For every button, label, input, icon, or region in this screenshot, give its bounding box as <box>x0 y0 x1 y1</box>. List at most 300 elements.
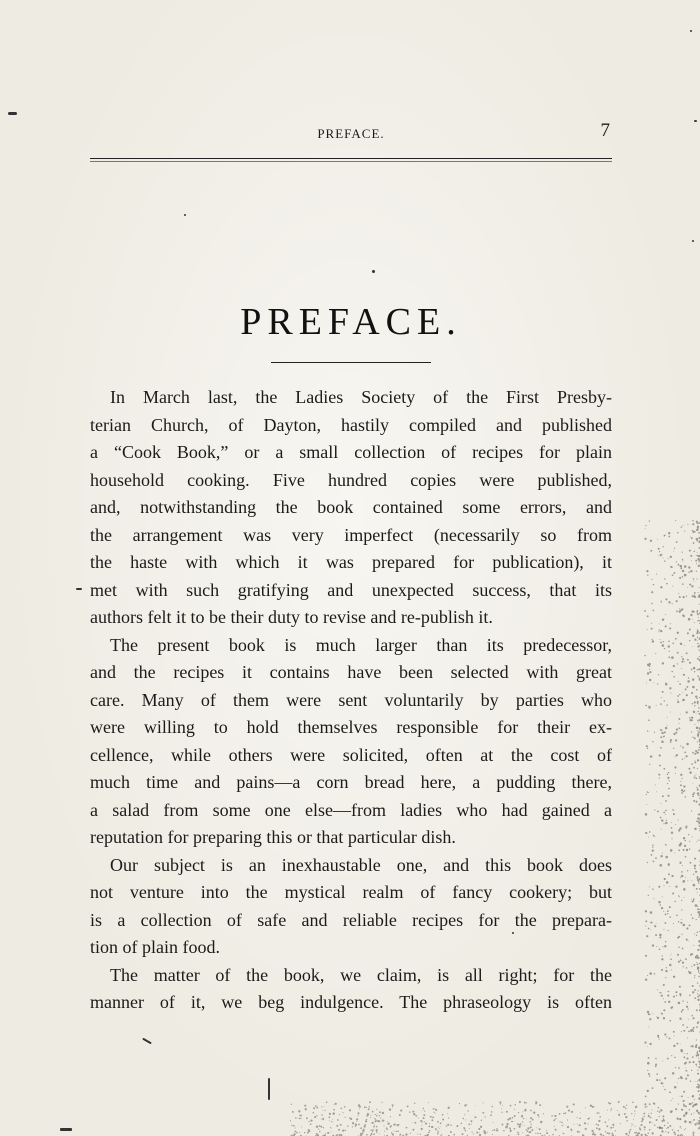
stain-dot <box>680 567 682 569</box>
stain-dot <box>697 768 698 769</box>
stain-dot <box>431 1126 433 1128</box>
stain-dot <box>696 774 697 775</box>
stain-dot <box>627 1135 628 1136</box>
stain-dot <box>437 1121 439 1123</box>
stain-dot <box>697 1070 698 1071</box>
stain-dot <box>677 564 679 566</box>
stain-dot <box>323 1127 324 1128</box>
stain-dot <box>317 1134 319 1136</box>
stain-dot <box>674 547 675 548</box>
stain-dot <box>694 761 696 763</box>
stain-dot <box>395 1124 396 1125</box>
stain-dot <box>681 661 683 663</box>
stain-dot <box>663 641 664 642</box>
stain-dot <box>652 741 653 742</box>
stain-dot <box>333 1104 334 1105</box>
stain-dot <box>682 525 683 526</box>
stain-dot <box>664 1033 666 1035</box>
stain-dot <box>696 521 697 522</box>
stain-dot <box>540 1133 541 1134</box>
stain-dot <box>638 1132 640 1134</box>
stain-dot <box>697 629 698 630</box>
stain-dot <box>696 919 697 920</box>
stain-dot <box>579 1131 580 1132</box>
stain-dot <box>565 1112 567 1114</box>
stain-dot <box>532 1119 534 1121</box>
stain-dot <box>697 610 699 612</box>
stain-dot <box>693 767 695 769</box>
stain-dot <box>527 1130 529 1132</box>
stain-dot <box>300 1118 301 1119</box>
stain-dot <box>678 1103 679 1104</box>
stain-dot <box>664 736 665 737</box>
stain-dot <box>645 910 647 912</box>
stain-dot <box>698 1090 700 1092</box>
stain-dot <box>664 1089 666 1091</box>
stain-dot <box>686 927 688 929</box>
stain-dot <box>480 1126 482 1128</box>
stain-dot <box>693 667 696 670</box>
stain-dot <box>514 1109 515 1110</box>
stain-dot <box>607 1132 609 1134</box>
stain-dot <box>652 640 654 642</box>
stain-dot <box>573 1103 575 1105</box>
stain-dot <box>391 1132 392 1133</box>
stain-dot <box>695 560 697 562</box>
stain-dot <box>571 1111 573 1113</box>
stain-dot <box>661 819 663 821</box>
stain-dot <box>484 1132 486 1134</box>
stain-dot <box>687 1074 689 1076</box>
stain-dot <box>465 1130 467 1132</box>
text-line: the haste with which it was prepared for publication), it <box>90 552 612 572</box>
stain-dot <box>331 1121 332 1122</box>
stain-dot <box>672 1072 674 1074</box>
stain-dot <box>697 701 699 703</box>
stain-dot <box>493 1122 494 1123</box>
stain-dot <box>694 753 696 755</box>
stain-dot <box>645 832 647 834</box>
stain-dot <box>659 936 661 938</box>
stain-dot <box>472 1131 473 1132</box>
stain-dot <box>688 1031 690 1033</box>
stain-dot <box>428 1132 430 1134</box>
stain-dot <box>679 986 681 988</box>
stain-dot <box>665 614 666 615</box>
stain-dot <box>698 1058 699 1059</box>
stain-dot <box>675 1108 677 1110</box>
stain-dot <box>692 703 693 704</box>
stain-dot <box>670 692 671 693</box>
stain-dot <box>604 1121 606 1123</box>
stain-dot <box>553 1120 555 1122</box>
stain-dot <box>667 725 668 726</box>
stain-dot <box>561 1122 563 1124</box>
stain-dot <box>420 1120 422 1122</box>
stain-dot <box>659 1079 660 1080</box>
stain-dot <box>400 1110 402 1112</box>
stain-dot <box>672 603 673 604</box>
stain-dot <box>678 723 679 724</box>
stain-dot <box>669 687 671 689</box>
stain-dot <box>672 809 673 810</box>
stain-dot <box>692 523 694 525</box>
stain-dot <box>667 995 669 997</box>
stain-dot <box>689 924 691 926</box>
stain-dot <box>651 579 652 580</box>
stain-dot <box>379 1111 381 1113</box>
stain-dot <box>484 1130 486 1132</box>
stain-dot <box>494 1129 496 1131</box>
stain-dot <box>448 1107 450 1109</box>
stain-dot <box>613 1127 614 1128</box>
stain-dot <box>651 623 652 624</box>
stain-dot <box>645 813 648 816</box>
stain-dot <box>607 1110 608 1111</box>
stain-dot <box>659 1111 661 1113</box>
stain-dot <box>358 1124 360 1126</box>
stain-dot <box>428 1126 430 1128</box>
stain-dot <box>626 1120 628 1122</box>
stain-dot <box>666 583 668 585</box>
stain-dot <box>660 639 661 640</box>
stain-dot <box>593 1106 594 1107</box>
stain-dot <box>671 838 672 839</box>
stain-dot <box>669 906 671 908</box>
stain-dot <box>430 1116 432 1118</box>
stain-dot <box>683 1056 685 1058</box>
stain-dot <box>684 790 685 791</box>
stain-dot <box>693 1017 695 1019</box>
stain-dot <box>644 1126 646 1128</box>
stain-dot <box>697 675 699 677</box>
stain-dot <box>684 752 686 754</box>
stain-dot <box>664 560 666 562</box>
stain-dot <box>697 620 698 621</box>
stain-dot <box>446 1125 447 1126</box>
stain-dot <box>646 804 647 805</box>
stain-dot <box>693 711 695 713</box>
stain-dot <box>680 745 681 746</box>
stain-dot <box>340 1124 342 1126</box>
stain-dot <box>674 572 675 573</box>
stain-dot <box>501 1112 502 1113</box>
stain-dot <box>308 1130 310 1132</box>
stain-dot <box>675 773 676 774</box>
stain-dot <box>683 1091 685 1093</box>
stain-dot <box>696 751 698 753</box>
stain-dot <box>692 595 694 597</box>
stain-dot <box>649 1043 651 1045</box>
stain-dot <box>696 563 697 564</box>
stain-dot <box>664 878 666 880</box>
stain-dot <box>662 896 663 897</box>
stain-dot <box>685 877 686 878</box>
stain-dot <box>694 777 695 778</box>
stain-dot <box>364 1124 366 1126</box>
stain-dot <box>378 1120 380 1122</box>
stain-dot <box>648 1013 650 1015</box>
stain-dot <box>670 739 672 741</box>
stain-dot <box>688 677 689 678</box>
stain-dot <box>678 1078 679 1079</box>
stain-dot <box>571 1130 572 1131</box>
stain-dot <box>686 849 688 851</box>
stain-dot <box>673 1031 675 1033</box>
stain-dot <box>692 619 693 620</box>
stain-dot <box>645 978 647 980</box>
stain-dot <box>685 755 687 757</box>
stain-dot <box>496 1129 498 1131</box>
stain-dot <box>439 1128 440 1129</box>
stain-dot <box>296 1132 298 1134</box>
stain-dot <box>679 608 680 609</box>
stain-dot <box>693 542 695 544</box>
stain-dot <box>665 941 666 942</box>
stain-dot <box>456 1125 458 1127</box>
stain-dot <box>663 1017 665 1019</box>
stain-dot <box>652 1122 653 1123</box>
stain-dot <box>481 1120 482 1121</box>
stain-dot <box>376 1129 378 1131</box>
stain-dot <box>666 967 667 968</box>
stain-dot <box>671 954 672 955</box>
stain-dot <box>694 828 697 831</box>
stain-dot <box>692 686 695 689</box>
stain-dot <box>359 1106 361 1108</box>
stain-dot <box>688 571 690 573</box>
ink-speck <box>694 120 697 122</box>
stain-dot <box>694 1113 695 1114</box>
stain-dot <box>440 1126 441 1127</box>
stain-dot <box>693 1104 695 1106</box>
stain-dot <box>370 1115 371 1116</box>
stain-dot <box>648 1115 650 1117</box>
stain-dot <box>692 610 694 612</box>
stain-dot <box>662 691 664 693</box>
stain-dot <box>516 1134 517 1135</box>
stain-dot <box>683 785 685 787</box>
stain-dot <box>344 1106 346 1108</box>
stain-dot <box>680 784 682 786</box>
stain-dot <box>694 596 696 598</box>
stain-dot <box>668 930 669 931</box>
stain-dot <box>665 977 666 978</box>
stain-dot <box>696 555 697 556</box>
stain-dot <box>482 1112 484 1114</box>
stain-dot <box>530 1110 532 1112</box>
stain-dot <box>661 958 663 960</box>
stain-dot <box>644 538 646 540</box>
stain-dot <box>672 893 674 895</box>
stain-dot <box>659 1039 660 1040</box>
stain-dot <box>682 948 684 950</box>
stain-dot <box>673 748 674 749</box>
stain-dot <box>337 1119 339 1121</box>
stain-dot <box>392 1133 394 1135</box>
stain-dot <box>697 932 698 933</box>
stain-dot <box>631 1126 632 1127</box>
stain-dot <box>661 969 663 971</box>
stain-dot <box>664 700 665 701</box>
stain-dot <box>693 1031 694 1032</box>
stain-dot <box>681 919 682 920</box>
stain-dot <box>371 1122 373 1124</box>
stain-dot <box>696 713 697 714</box>
stain-dot <box>321 1107 322 1108</box>
stain-dot <box>653 835 655 837</box>
stain-dot <box>342 1130 344 1132</box>
stain-dot <box>697 1081 698 1082</box>
stain-dot <box>693 581 694 582</box>
stain-dot <box>673 1131 675 1133</box>
stain-dot <box>686 939 688 941</box>
stain-dot <box>680 1076 683 1079</box>
stain-dot <box>653 584 655 586</box>
stain-dot <box>686 686 688 688</box>
stain-dot <box>363 1129 365 1131</box>
stain-dot <box>666 683 667 684</box>
stain-dot <box>649 831 651 833</box>
stain-dot <box>692 1056 694 1058</box>
stain-dot <box>660 554 662 556</box>
stain-dot <box>429 1130 431 1132</box>
stain-dot <box>474 1116 476 1118</box>
stain-dot <box>669 627 671 629</box>
stain-dot <box>683 966 684 967</box>
stain-dot <box>697 669 699 671</box>
stain-dot <box>676 600 678 602</box>
stain-dot <box>301 1127 302 1128</box>
stain-dot <box>662 618 664 620</box>
stain-dot <box>649 764 650 765</box>
stain-dot <box>685 1070 687 1072</box>
stain-dot <box>367 1113 369 1115</box>
stain-dot <box>684 574 685 575</box>
stain-dot <box>698 970 699 971</box>
stain-dot <box>597 1112 599 1114</box>
stain-dot <box>693 874 694 875</box>
stain-dot <box>560 1121 561 1122</box>
stain-dot <box>349 1117 350 1118</box>
stain-dot <box>507 1119 509 1121</box>
ink-speck <box>184 214 186 216</box>
stain-dot <box>423 1117 425 1119</box>
stain-dot <box>587 1118 589 1120</box>
stain-dot <box>529 1121 531 1123</box>
stain-dot <box>660 855 662 857</box>
stain-dot <box>653 1013 654 1014</box>
stain-dot <box>556 1118 557 1119</box>
stain-dot <box>697 1073 699 1075</box>
stain-dot <box>623 1106 625 1108</box>
header-rule-secondary <box>90 161 612 162</box>
stain-dot <box>659 992 661 994</box>
stain-dot <box>663 1009 665 1011</box>
stain-dot <box>680 1049 683 1052</box>
stain-dot <box>678 820 679 821</box>
stain-dot <box>506 1123 508 1125</box>
stain-dot <box>319 1131 321 1133</box>
stain-dot <box>665 844 667 846</box>
stain-dot <box>634 1126 635 1127</box>
stain-dot <box>682 778 683 779</box>
stain-dot <box>635 1132 637 1134</box>
stain-dot <box>612 1133 614 1135</box>
stain-dot <box>459 1103 460 1104</box>
stain-dot <box>676 610 678 612</box>
stain-dot <box>654 809 655 810</box>
stain-dot <box>483 1103 484 1104</box>
stain-dot <box>649 520 650 521</box>
stain-dot <box>660 703 662 705</box>
stain-dot <box>412 1111 414 1113</box>
stain-dot <box>682 747 684 749</box>
stain-dot <box>686 1006 688 1008</box>
stain-dot <box>647 575 648 576</box>
stain-dot <box>659 904 661 906</box>
stain-dot <box>526 1118 527 1119</box>
stain-dot <box>683 1030 685 1032</box>
stain-dot <box>647 615 649 617</box>
stain-dot <box>655 857 657 859</box>
stain-dot <box>677 954 679 956</box>
stain-dot <box>667 1058 669 1060</box>
stain-dot <box>694 858 696 860</box>
stain-dot <box>434 1112 435 1113</box>
stain-dot <box>685 1067 686 1068</box>
stain-dot <box>398 1124 399 1125</box>
stain-dot <box>649 886 650 887</box>
stain-dot <box>681 871 683 873</box>
stain-dot <box>679 862 681 864</box>
stain-dot <box>690 1123 691 1124</box>
stain-dot <box>661 740 664 743</box>
stain-dot <box>438 1126 439 1127</box>
stain-dot <box>663 823 664 824</box>
stain-dot <box>657 810 659 812</box>
stain-dot <box>387 1121 388 1122</box>
text-line: cellence, while others were solicited, often at the cost of <box>90 744 612 765</box>
stain-dot <box>520 1123 521 1124</box>
stain-dot <box>648 719 650 721</box>
stain-dot <box>687 880 688 881</box>
stain-dot <box>359 1109 360 1110</box>
stain-dot <box>671 671 673 673</box>
stain-dot <box>657 1035 659 1037</box>
stain-dot <box>696 1026 698 1028</box>
stain-dot <box>679 694 680 695</box>
stain-dot <box>691 1121 692 1122</box>
stain-dot <box>318 1128 319 1129</box>
stain-dot <box>559 1113 561 1115</box>
stain-dot <box>321 1114 323 1116</box>
stain-dot <box>686 1058 688 1060</box>
stain-dot <box>664 648 665 649</box>
stain-dot <box>641 1120 643 1122</box>
stain-dot <box>682 658 684 660</box>
stain-dot <box>552 1134 554 1136</box>
stain-dot <box>696 1054 698 1056</box>
stain-dot <box>698 707 700 709</box>
stain-dot <box>313 1112 315 1114</box>
stain-dot <box>631 1113 632 1114</box>
stain-dot <box>660 600 661 601</box>
stain-dot <box>693 520 694 521</box>
stain-dot <box>406 1127 408 1129</box>
stain-dot <box>694 705 696 707</box>
stain-dot <box>652 847 653 848</box>
